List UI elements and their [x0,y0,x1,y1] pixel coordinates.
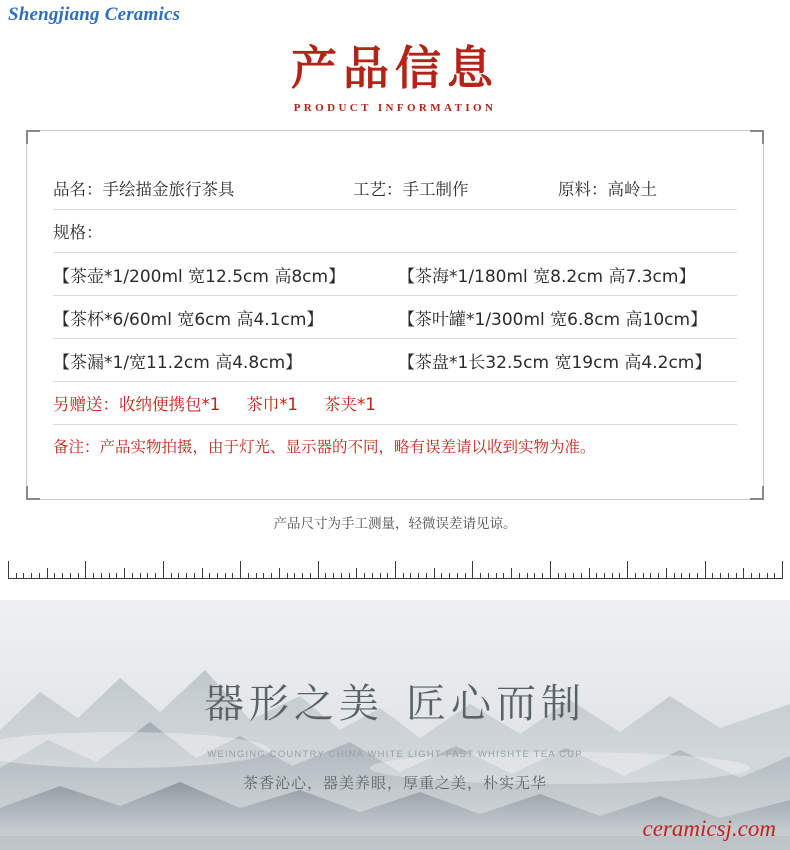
ruler-tick [488,573,489,579]
banner-subtitle-en: WEINGING COUNTRY CHINA WHITE LIGHT FAST WHISHTE TEA CUP [207,749,583,760]
ruler-tick [70,573,71,579]
ruler-tick [186,573,187,579]
spec-1-right: 【茶海*1/180ml 宽8.2cm 高7.3cm】 [398,266,696,287]
ruler-tick [294,573,295,579]
ruler-tick [480,573,481,579]
measurement-footnote: 产品尺寸为手工测量，轻微误差请见谅。 [273,516,517,532]
product-craft-cell [353,176,558,200]
ruler-tick [232,573,233,579]
info-row-spec-1 [53,253,737,296]
ruler-tick [54,573,55,579]
ruler-tick [759,573,760,579]
banner-headline [0,672,790,729]
ruler-tick [124,568,125,579]
ruler-tick [140,573,141,579]
ruler-tick [519,573,520,579]
ruler-tick [689,573,690,579]
gift-item-3: 茶夹*1 [324,395,376,414]
ruler-tick [31,573,32,579]
ruler-decoration [8,553,782,579]
ruler-tick [16,573,17,579]
ruler-tick [271,573,272,579]
ruler-tick [132,573,133,579]
ruler-tick [705,561,706,579]
spec-3-left: 【茶漏*1/宽11.2cm 高4.8cm】 [53,352,303,373]
ruler-tick [697,573,698,579]
ruler-tick [666,568,667,579]
spec-2-left: 【茶杯*6/60ml 宽6cm 高4.1cm】 [53,309,324,330]
ruler-tick [434,568,435,579]
ruler-tick [403,573,404,579]
ruler-tick [635,573,636,579]
ruler-tick [256,573,257,579]
ruler-tick [78,573,79,579]
ruler-tick [728,573,729,579]
ruler-tick [441,573,442,579]
ruler-tick [410,573,411,579]
ruler-tick [171,573,172,579]
info-row-gift [53,382,737,425]
ruler-tick [736,573,737,579]
page-title: 产品信息 [291,41,499,95]
spec-3-right: 【茶盘*1长32.5cm 宽19cm 高4.2cm】 [398,352,712,373]
corner-mark-top-left [26,130,40,144]
product-name-value: 手绘描金旅行茶具 [102,180,235,199]
ruler-tick [589,568,590,579]
ruler-tick [681,573,682,579]
ruler-tick [565,573,566,579]
spec-label: 规格： [53,223,103,242]
ruler-tick [503,573,504,579]
product-material-value: 高岭土 [607,180,657,199]
ruler-tick [116,573,117,579]
ruler-tick [720,573,721,579]
page-title-block [0,40,790,114]
banner-text-block [0,600,790,793]
ruler-tick [202,568,203,579]
ruler-tick [62,573,63,579]
ruler-tick [558,573,559,579]
ruler-tick [604,573,605,579]
ruler-tick [472,561,473,579]
ruler-tick [147,573,148,579]
ruler-tick [774,573,775,579]
ruler-tick [643,573,644,579]
ruler-tick [511,568,512,579]
ruler-tick [527,573,528,579]
info-row-remark [53,425,737,467]
ruler-tick [596,573,597,579]
product-info-panel [26,130,764,500]
info-row-spec-2 [53,296,737,339]
ruler-tick [155,573,156,579]
ruler-tick [279,568,280,579]
ruler-tick [674,573,675,579]
product-craft-value: 手工制作 [402,180,469,199]
ruler-tick [767,573,768,579]
ruler-tick [534,573,535,579]
ruler-tick [341,573,342,579]
ruler-tick [627,561,628,579]
gift-item-2: 茶巾*1 [246,395,298,414]
ruler-tick [426,573,427,579]
landscape-banner [0,600,790,850]
ruler-tick [225,573,226,579]
gift-item-1: 收纳便携包*1 [119,395,221,414]
remark-text: 备注：产品实物拍摄，由于灯光、显示器的不同，略有误差请以收到实物为准。 [53,438,596,456]
gift-label: 另赠送： [53,395,119,414]
ruler-tick [85,561,86,579]
spec-2-right: 【茶叶罐*1/300ml 宽6.8cm 高10cm】 [398,309,708,330]
ruler-tick [449,573,450,579]
product-name-cell [53,176,353,200]
product-material-label: 原料： [558,180,608,199]
ruler-tick [318,561,319,579]
ruler-tick [658,573,659,579]
ruler-tick [209,573,210,579]
product-craft-label: 工艺： [353,180,403,199]
product-material-cell [558,176,737,200]
ruler-tick [457,573,458,579]
ruler-tick [333,573,334,579]
ruler-tick [743,568,744,579]
ruler-tick [325,573,326,579]
ruler-tick [163,561,164,579]
ruler-tick [387,573,388,579]
banner-subtitle-cn: 茶香沁心，器美养眼，厚重之美，朴实无华 [242,774,547,792]
corner-mark-bottom-right [750,486,764,500]
info-row-spec-3 [53,339,737,382]
ruler-tick [619,573,620,579]
ruler-tick [395,561,396,579]
ruler-tick [550,561,551,579]
ruler-tick [542,573,543,579]
gift-cell [53,391,737,415]
info-row-basic [53,167,737,210]
ruler-tick [349,573,350,579]
corner-mark-top-right [750,130,764,144]
info-row-spec-header [53,210,737,253]
ruler-tick [650,573,651,579]
ruler-tick [93,573,94,579]
banner-headline-left: 器形之美 [204,681,384,727]
ruler-tick [581,573,582,579]
ruler-tick [109,573,110,579]
ruler-tick [310,573,311,579]
product-info-rows [53,167,737,467]
ruler-tick [302,573,303,579]
ruler-tick [364,573,365,579]
ruler-tick [178,573,179,579]
website-url: ceramicsj.com [642,816,776,841]
ruler-tick [101,573,102,579]
ruler-tick [573,573,574,579]
ruler-tick [23,573,24,579]
spec-1-left: 【茶壶*1/200ml 宽12.5cm 高8cm】 [53,266,346,287]
ruler-tick [418,573,419,579]
corner-mark-bottom-left [26,486,40,500]
ruler-tick [8,561,9,579]
ruler-tick [263,573,264,579]
ruler-tick [612,573,613,579]
ruler-tick [39,573,40,579]
page-subtitle-en: PRODUCT INFORMATION [293,101,497,114]
ruler-tick [248,573,249,579]
ruler-tick [217,573,218,579]
ruler-tick [465,573,466,579]
brand-logo-text: Shengjiang Ceramics [8,4,181,25]
ruler-tick [356,568,357,579]
ruler-tick [380,573,381,579]
banner-headline-right: 匠心而制 [406,681,586,727]
ruler-tick [372,573,373,579]
ruler-tick [194,573,195,579]
product-name-label: 品名： [53,180,103,199]
ruler-tick [712,573,713,579]
ruler-tick [782,561,783,579]
ruler-tick [496,573,497,579]
ruler-tick [47,568,48,579]
ruler-tick [240,561,241,579]
ruler-tick [751,573,752,579]
ruler-tick [287,573,288,579]
